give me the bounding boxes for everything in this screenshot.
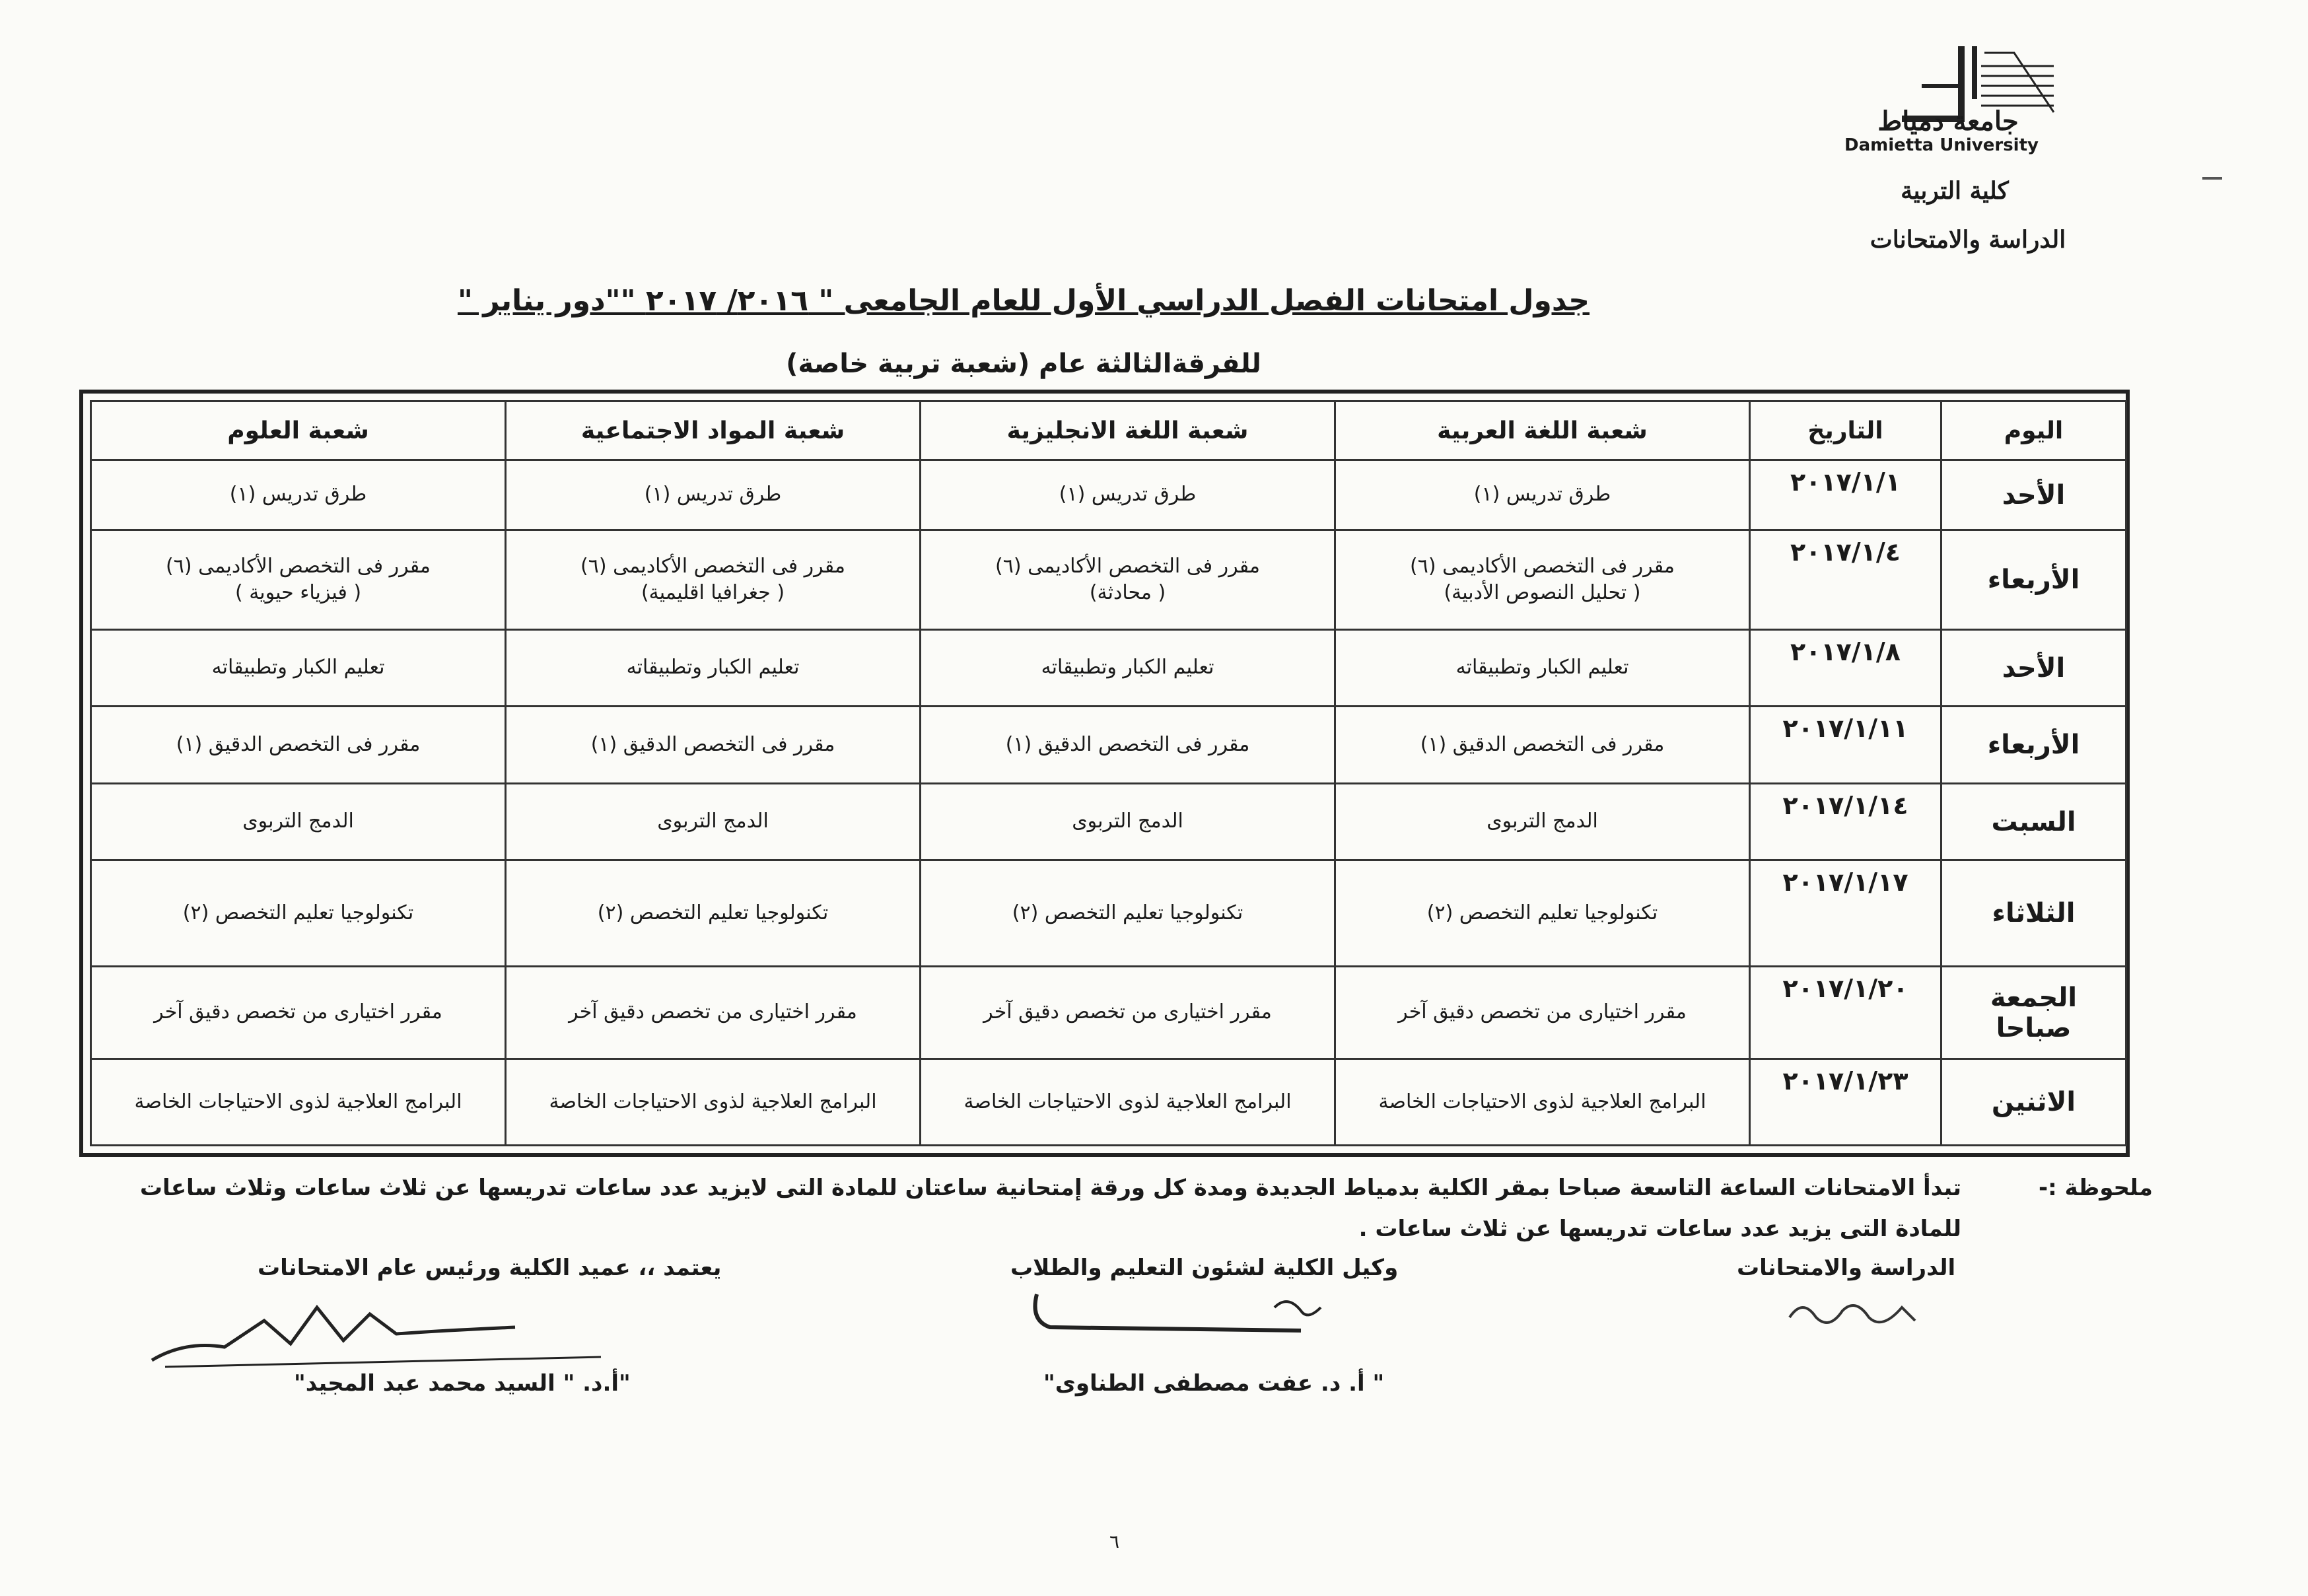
row-date: ٢٠١٧/١/١٤: [1750, 783, 1941, 860]
subject-line: مقرر فى التخصص الأكاديمى (٦): [166, 554, 431, 578]
row-day: السبت: [1941, 783, 2126, 860]
table-row: [91, 860, 2126, 967]
note-line-1: تبدأ الامتحانات الساعة التاسعة صباحا بمقر الكلية بدمياط الجديدة ومدة كل ورقة إمتحانية ساعتان للمادة التى لايزيد عدد ساعات تدريسها عن ثلاث ساعات وثلاث ساعات: [139, 1175, 1961, 1201]
subject-line: مقرر فى التخصص الأكاديمى (٦): [1410, 554, 1675, 578]
table-row: [91, 966, 2126, 1059]
subject-detail: ( جغرافيا اقليمية): [641, 581, 785, 605]
subject-arabic: الدمج التربوى: [1335, 783, 1750, 860]
table-row: [91, 460, 2126, 530]
subject-detail: ( محادثة): [1089, 581, 1166, 605]
handwritten-signature-icon: [1776, 1284, 1928, 1344]
table-row: [91, 1059, 2126, 1146]
dean-signature-icon: [145, 1294, 608, 1380]
subject-science: البرامج العلاجية لذوى الاحتياجات الخاصة: [91, 1059, 506, 1146]
subject-science: الدمج التربوى: [91, 783, 506, 860]
header-day: اليوم: [1941, 401, 2126, 460]
vice-dean-title: وكيل الكلية لشئون التعليم والطلاب: [1010, 1255, 1399, 1281]
row-date: ٢٠١٧/١/١٧: [1750, 860, 1941, 967]
table-row: [91, 530, 2126, 630]
subject-english: مقرر فى التخصص الدقيق (١): [921, 707, 1335, 783]
subject-arabic: البرامج العلاجية لذوى الاحتياجات الخاصة: [1335, 1059, 1750, 1146]
subject-line: مقرر فى التخصص الأكاديمى (٦): [580, 554, 845, 578]
subject-english: الدمج التربوى: [921, 783, 1335, 860]
subject-english: [921, 530, 1335, 630]
margin-mark: [2202, 177, 2222, 180]
subject-arabic: طرق تدريس (١): [1335, 460, 1750, 530]
university-name-arabic: جامعة دمياط: [1877, 106, 2019, 137]
row-date: ٢٠١٧/١/٤: [1750, 530, 1941, 630]
subject-english: البرامج العلاجية لذوى الاحتياجات الخاصة: [921, 1059, 1335, 1146]
dean-name: "أ.د. " السيد محمد عبد المجيد": [294, 1370, 631, 1397]
dean-title: يعتمد ،، عميد الكلية ورئيس عام الامتحانات: [258, 1255, 722, 1281]
note-line-2: للمادة التى يزيد عدد ساعات تدريسها عن ثلاث ساعات .: [1358, 1216, 1961, 1242]
subject-line: مقرر فى التخصص الأكاديمى (٦): [995, 554, 1260, 578]
subject-english: تعليم الكبار وتطبيقاته: [921, 629, 1335, 706]
subject-arabic: مقرر فى التخصص الدقيق (١): [1335, 707, 1750, 783]
subject-social: طرق تدريس (١): [506, 460, 921, 530]
document-title: جدول امتحانات الفصل الدراسي الأول للعام الجامعى " ٢٠١٦/ ٢٠١٧ ""دور يناير ": [457, 284, 1590, 318]
subject-science: [91, 530, 506, 630]
faculty-name: كلية التربية: [1901, 177, 2009, 205]
row-day: الاثنين: [1941, 1059, 2126, 1146]
subject-social: مقرر اختيارى من تخصص دقيق آخر: [506, 966, 921, 1059]
subject-arabic: [1335, 530, 1750, 630]
row-day: الأربعاء: [1941, 707, 2126, 783]
document-subtitle: للفرقةالثالثة عام (شعبة تربية خاصة): [786, 349, 1261, 379]
row-day: الجمعة صباحا: [1941, 966, 2126, 1059]
table-row: [91, 707, 2126, 783]
subject-science: طرق تدريس (١): [91, 460, 506, 530]
subject-science: تكنولوجيا تعليم التخصص (٢): [91, 860, 506, 967]
subject-english: مقرر اختيارى من تخصص دقيق آخر: [921, 966, 1335, 1059]
row-date: ٢٠١٧/١/١١: [1750, 707, 1941, 783]
row-day: الأحد: [1941, 460, 2126, 530]
page-number: ٦: [1109, 1531, 1120, 1552]
header-arabic: شعبة اللغة العربية: [1335, 401, 1750, 460]
row-day: الأربعاء: [1941, 530, 2126, 630]
subject-arabic: تعليم الكبار وتطبيقاته: [1335, 629, 1750, 706]
department-name: الدراسة والامتحانات: [1870, 226, 2066, 254]
row-day: الثلاثاء: [1941, 860, 2126, 967]
schedule-table-frame: [79, 390, 2130, 1157]
vice-dean-signature-icon: [1024, 1281, 1341, 1354]
header-science: شعبة العلوم: [91, 401, 506, 460]
subject-science: مقرر اختيارى من تخصص دقيق آخر: [91, 966, 506, 1059]
header-date: التاريخ: [1750, 401, 1941, 460]
subject-english: طرق تدريس (١): [921, 460, 1335, 530]
table-header-row: [91, 401, 2126, 460]
subject-detail: ( تحليل النصوص الأدبية): [1444, 581, 1641, 605]
university-name-english: Damietta University: [1844, 135, 2039, 155]
vice-dean-name: " أ. د. عفت مصطفى الطناوى": [1043, 1370, 1385, 1397]
subject-social: البرامج العلاجية لذوى الاحتياجات الخاصة: [506, 1059, 921, 1146]
header-english: شعبة اللغة الانجليزية: [921, 401, 1335, 460]
subject-social: تعليم الكبار وتطبيقاته: [506, 629, 921, 706]
subject-detail: ( فيزياء حيوية ): [234, 581, 362, 605]
exams-dept-signature-title: الدراسة والامتحانات: [1737, 1255, 1956, 1281]
subject-social: تكنولوجيا تعليم التخصص (٢): [506, 860, 921, 967]
row-date: ٢٠١٧/١/٨: [1750, 629, 1941, 706]
header-social: شعبة المواد الاجتماعية: [506, 401, 921, 460]
subject-science: مقرر فى التخصص الدقيق (١): [91, 707, 506, 783]
exam-schedule-table: [90, 400, 2127, 1146]
row-day: الأحد: [1941, 629, 2126, 706]
subject-science: تعليم الكبار وتطبيقاته: [91, 629, 506, 706]
table-row: [91, 783, 2126, 860]
row-date: ٢٠١٧/١/٢٣: [1750, 1059, 1941, 1146]
row-date: ٢٠١٧/١/١: [1750, 460, 1941, 530]
subject-arabic: مقرر اختيارى من تخصص دقيق آخر: [1335, 966, 1750, 1059]
note-label: ملحوظة :-: [2039, 1175, 2153, 1201]
subject-english: تكنولوجيا تعليم التخصص (٢): [921, 860, 1335, 967]
table-row: [91, 629, 2126, 706]
row-date: ٢٠١٧/١/٢٠: [1750, 966, 1941, 1059]
subject-arabic: تكنولوجيا تعليم التخصص (٢): [1335, 860, 1750, 967]
subject-social: [506, 530, 921, 630]
subject-social: الدمج التربوى: [506, 783, 921, 860]
subject-social: مقرر فى التخصص الدقيق (١): [506, 707, 921, 783]
